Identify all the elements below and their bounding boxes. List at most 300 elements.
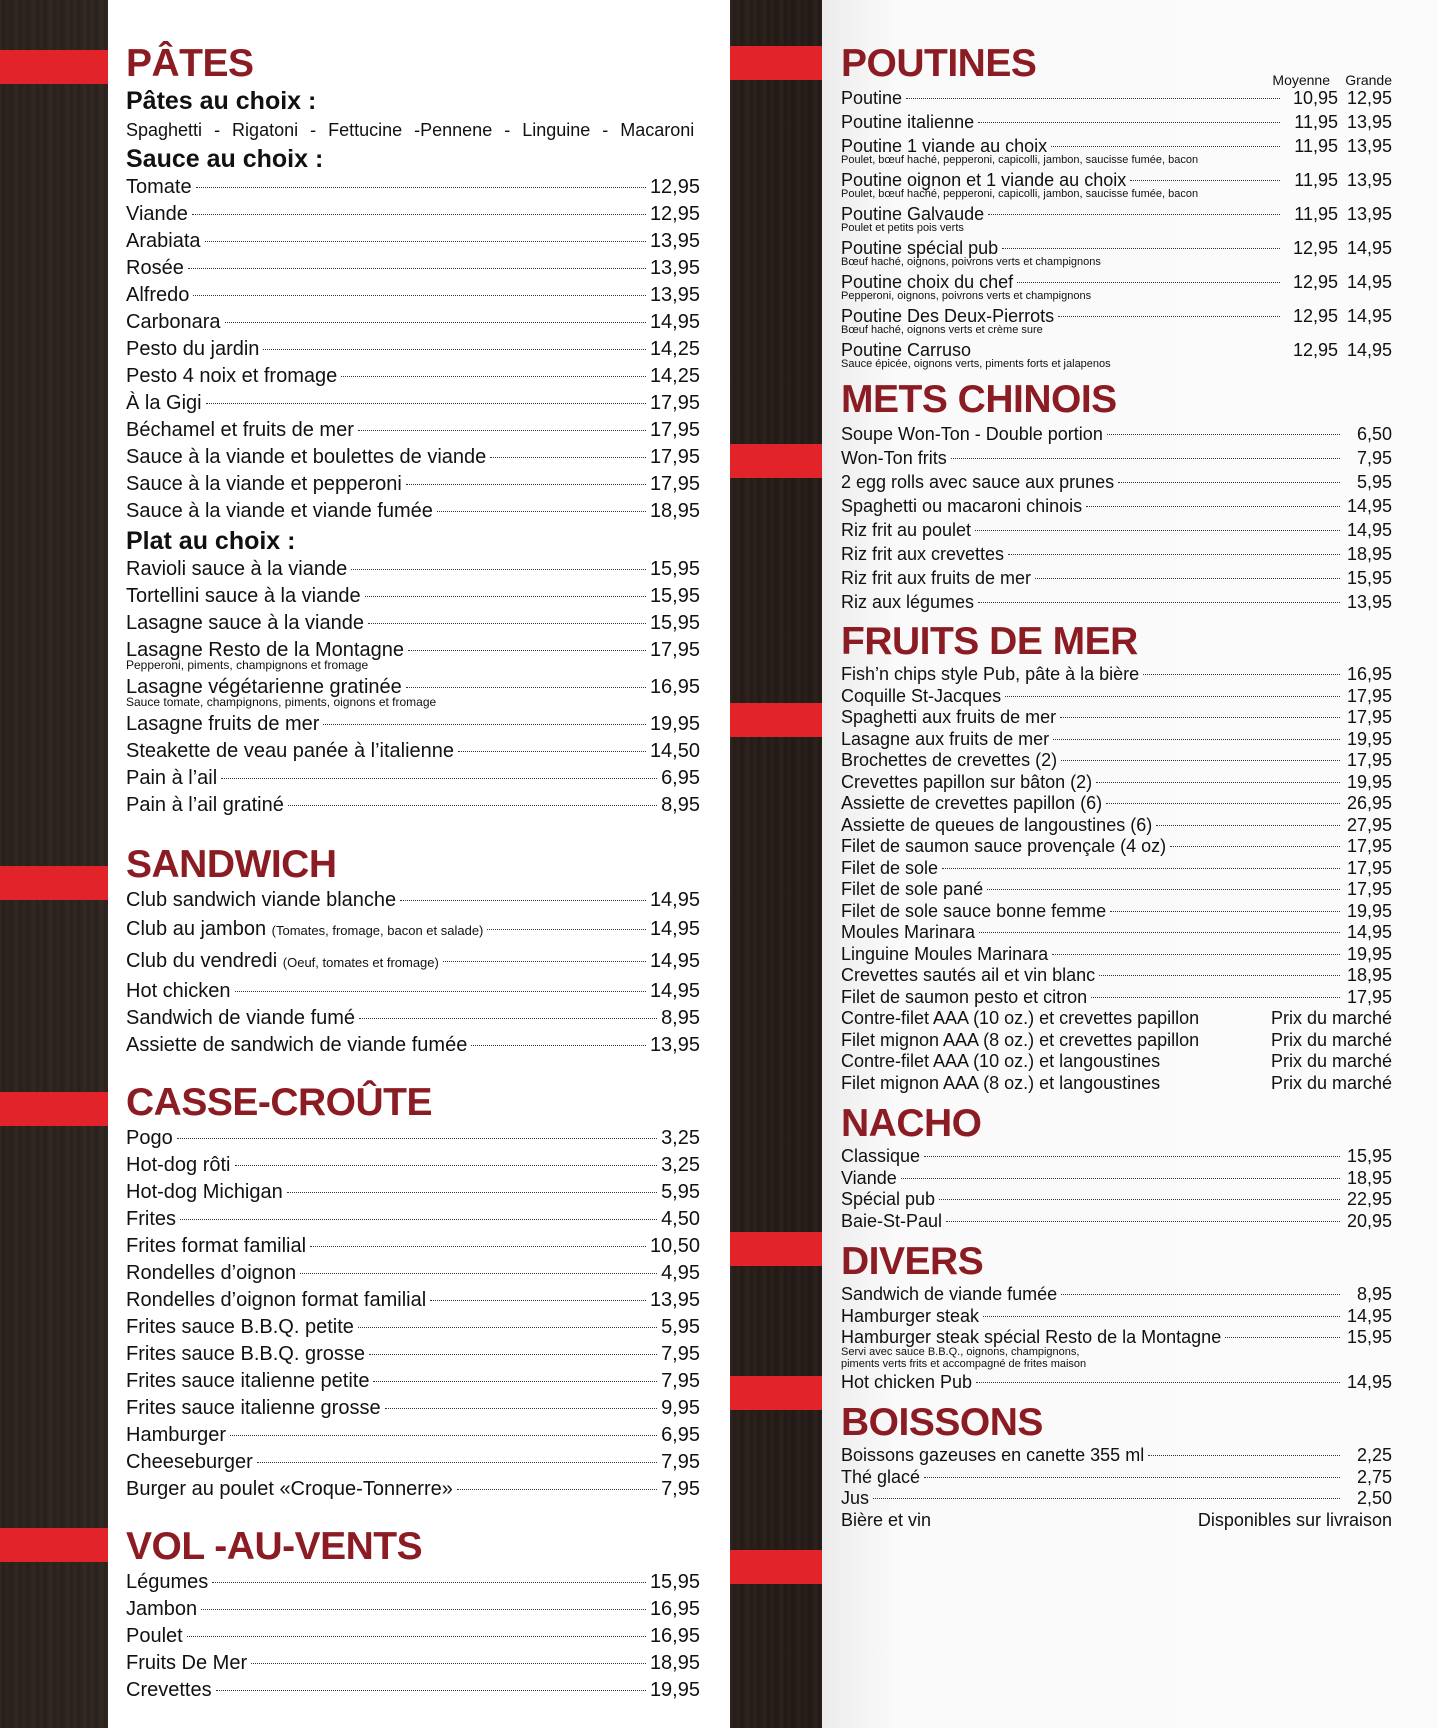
dot-leader bbox=[287, 1192, 657, 1193]
item-price: 17,95 bbox=[649, 446, 700, 468]
item-name: Frites sauce italienne grosse bbox=[126, 1397, 381, 1419]
menu-item bbox=[126, 978, 700, 1005]
dot-leader bbox=[987, 889, 1340, 890]
dot-leader bbox=[437, 511, 646, 512]
item-name: Hot-dog Michigan bbox=[126, 1181, 283, 1203]
dot-leader bbox=[187, 1636, 646, 1637]
item-price: 13,95 bbox=[649, 284, 700, 306]
menu-item bbox=[841, 1073, 1392, 1095]
item-price: 17,95 bbox=[1346, 685, 1392, 706]
menu-item bbox=[841, 1467, 1392, 1489]
item-price: 14,95 bbox=[1346, 1371, 1392, 1392]
item-name: Tomate bbox=[126, 176, 192, 198]
dot-leader bbox=[406, 687, 646, 688]
item-name: Alfredo bbox=[126, 284, 190, 306]
subsection-title: Sauce au choix : bbox=[126, 145, 324, 173]
dot-leader bbox=[206, 403, 646, 404]
dot-leader bbox=[221, 778, 657, 779]
dot-leader bbox=[924, 1156, 1340, 1157]
item-name: Viande bbox=[841, 1167, 897, 1188]
item-price: 8,95 bbox=[661, 1007, 700, 1029]
menu-item bbox=[841, 1306, 1392, 1328]
dot-leader bbox=[443, 961, 646, 962]
item-name: Club du vendredi bbox=[126, 950, 278, 972]
dot-leader bbox=[257, 1462, 657, 1463]
menu-item bbox=[126, 228, 700, 255]
dot-leader bbox=[369, 1354, 657, 1355]
menu-item bbox=[126, 610, 700, 637]
item-name: Poutine Des Deux-Pierrots bbox=[841, 306, 1055, 326]
item-price: 19,95 bbox=[1346, 900, 1392, 921]
item-price: 14,95 bbox=[649, 980, 700, 1002]
item-price-medium: 12,95 bbox=[1292, 306, 1338, 326]
menu-item bbox=[126, 556, 700, 583]
decor-stripe bbox=[0, 866, 108, 900]
item-price: 14,95 bbox=[649, 889, 700, 911]
item-description: Sauce épicée, oignons verts, piments forts et jalapenos bbox=[841, 358, 1111, 370]
decor-stripe bbox=[730, 444, 822, 478]
item-name: Lasagne sauce à la viande bbox=[126, 612, 364, 634]
item-name: Poutine choix du chef bbox=[841, 272, 1014, 292]
menu-item bbox=[841, 86, 1392, 110]
dot-leader bbox=[368, 623, 646, 624]
item-price-large: 14,95 bbox=[1346, 272, 1392, 292]
item-price: 14,25 bbox=[649, 338, 700, 360]
menu-item bbox=[841, 422, 1392, 446]
item-name: Lasagne fruits de mer bbox=[126, 713, 320, 735]
dot-leader bbox=[365, 596, 646, 597]
item-price: 10,50 bbox=[649, 1235, 700, 1257]
menu-item bbox=[841, 518, 1392, 542]
section-title: SANDWICH bbox=[126, 843, 337, 886]
item-description: Sauce tomate, champignons, piments, oignons et fromage bbox=[126, 695, 437, 709]
section-divers bbox=[841, 1240, 1392, 1393]
menu-item bbox=[841, 1488, 1392, 1510]
item-price: 13,95 bbox=[649, 230, 700, 252]
item-name: Filet de sole pané bbox=[841, 879, 984, 899]
item-price: 15,95 bbox=[1346, 568, 1392, 588]
subsection-title: Pâtes au choix : bbox=[126, 87, 317, 115]
item-name: Crevettes papillon sur bâton (2) bbox=[841, 771, 1093, 792]
item-price: 9,95 bbox=[661, 1397, 700, 1419]
dot-leader bbox=[976, 1382, 1340, 1383]
dot-leader bbox=[1017, 282, 1280, 283]
dot-leader bbox=[1170, 846, 1340, 847]
menu-item bbox=[841, 1372, 1392, 1394]
item-price-large: 13,95 bbox=[1346, 136, 1392, 156]
item-name: Ravioli sauce à la viande bbox=[126, 558, 348, 580]
menu-item bbox=[126, 711, 700, 738]
dot-leader bbox=[978, 122, 1280, 123]
item-name: Spécial pub bbox=[841, 1189, 936, 1209]
dot-leader bbox=[288, 805, 657, 806]
dot-leader bbox=[873, 1498, 1340, 1499]
item-name: Contre-filet AAA (10 oz.) et crevettes papillon bbox=[841, 1008, 1200, 1028]
item-price: 14,25 bbox=[649, 365, 700, 387]
item-price: 13,95 bbox=[1346, 592, 1392, 612]
item-description: Pepperoni, piments, champignons et fromage bbox=[126, 658, 369, 672]
item-name: Poutine spécial pub bbox=[841, 238, 999, 258]
menu-item bbox=[126, 1476, 700, 1503]
item-name: Poutine bbox=[841, 88, 903, 108]
item-price: 3,25 bbox=[661, 1127, 700, 1149]
item-name: Filet mignon AAA (8 oz.) et langoustines bbox=[841, 1072, 1161, 1093]
menu-item bbox=[126, 1314, 700, 1341]
item-price: 5,95 bbox=[661, 1316, 700, 1338]
menu-item bbox=[841, 750, 1392, 772]
item-name: Hamburger steak spécial Resto de la Montagne bbox=[841, 1327, 1222, 1347]
dot-leader bbox=[951, 458, 1340, 459]
dot-leader bbox=[180, 1219, 657, 1220]
dot-leader bbox=[263, 349, 646, 350]
menu-item bbox=[841, 1284, 1392, 1306]
item-name: Tortellini sauce à la viande bbox=[126, 585, 361, 607]
menu-item bbox=[841, 1146, 1392, 1168]
dot-leader bbox=[235, 1165, 658, 1166]
menu-item bbox=[126, 765, 700, 792]
menu-item bbox=[126, 309, 700, 336]
menu-item bbox=[126, 1395, 700, 1422]
item-name: Hamburger steak bbox=[841, 1305, 980, 1326]
item-price: 6,50 bbox=[1356, 424, 1392, 444]
decor-stripe bbox=[730, 46, 822, 80]
item-price-medium: 11,95 bbox=[1294, 170, 1338, 190]
dot-leader bbox=[979, 932, 1340, 933]
dot-leader bbox=[351, 569, 646, 570]
dot-leader bbox=[939, 1199, 1340, 1200]
item-name: Bière et vin bbox=[841, 1509, 932, 1530]
dot-leader bbox=[1002, 248, 1280, 249]
item-price-large: 13,95 bbox=[1346, 170, 1392, 190]
menu-item bbox=[126, 498, 700, 525]
item-name: Poutine Galvaude bbox=[841, 204, 985, 224]
menu-item bbox=[126, 1005, 700, 1032]
size-medium-label: Moyenne bbox=[1272, 72, 1330, 88]
dot-leader bbox=[192, 214, 646, 215]
item-price-medium: 10,95 bbox=[1292, 88, 1338, 108]
item-name: Frites sauce italienne petite bbox=[126, 1370, 370, 1392]
decor-stripe bbox=[730, 1376, 822, 1410]
item-name: Sauce à la viande et viande fumée bbox=[126, 500, 433, 522]
menu-item bbox=[126, 583, 700, 610]
item-price: 14,95 bbox=[1346, 496, 1392, 516]
dot-leader bbox=[251, 1663, 646, 1664]
item-name: Pesto du jardin bbox=[126, 338, 260, 360]
item-price-medium: 12,95 bbox=[1292, 272, 1338, 292]
item-name: Assiette de sandwich de viande fumée bbox=[126, 1034, 468, 1056]
decor-stripe bbox=[0, 1092, 108, 1126]
menu-list bbox=[126, 174, 700, 525]
item-name: Béchamel et fruits de mer bbox=[126, 419, 354, 441]
section-title: BOISSONS bbox=[841, 1401, 1043, 1444]
menu-item bbox=[841, 922, 1392, 944]
item-price-large: 14,95 bbox=[1346, 340, 1392, 360]
section-pates bbox=[126, 42, 700, 819]
dot-leader bbox=[471, 1045, 646, 1046]
menu-item bbox=[841, 987, 1392, 1009]
item-price: Prix du marché bbox=[1270, 1051, 1392, 1071]
section-title: METS CHINOIS bbox=[841, 378, 1117, 421]
dot-leader bbox=[1051, 146, 1280, 147]
dot-leader bbox=[1060, 717, 1340, 718]
item-name: Sauce à la viande et boulettes de viande bbox=[126, 446, 487, 468]
dot-leader bbox=[193, 295, 646, 296]
dot-leader bbox=[1061, 760, 1340, 761]
item-price-large: 13,95 bbox=[1346, 204, 1392, 224]
menu-item bbox=[126, 792, 700, 819]
item-price: 14,95 bbox=[1346, 1305, 1392, 1326]
item-name: Pain à l’ail bbox=[126, 767, 218, 789]
dot-leader bbox=[924, 1477, 1340, 1478]
item-price: 17,95 bbox=[1346, 879, 1392, 899]
item-name: Viande bbox=[126, 203, 188, 225]
dot-leader bbox=[1008, 554, 1340, 555]
item-name: Jambon bbox=[126, 1598, 198, 1620]
item-price: 26,95 bbox=[1346, 793, 1392, 813]
section-title: DIVERS bbox=[841, 1240, 984, 1283]
menu-item bbox=[841, 494, 1392, 518]
dot-leader bbox=[188, 268, 646, 269]
dot-leader bbox=[1099, 975, 1340, 976]
menu-item bbox=[126, 282, 700, 309]
section-vol-au-vents bbox=[126, 1525, 700, 1704]
section-mets-chinois bbox=[841, 378, 1392, 614]
section-boissons bbox=[841, 1401, 1392, 1531]
item-price: 4,50 bbox=[661, 1208, 700, 1230]
dot-leader bbox=[230, 1435, 657, 1436]
item-name: 2 egg rolls avec sauce aux prunes bbox=[841, 472, 1115, 492]
item-price: 2,50 bbox=[1356, 1488, 1392, 1508]
dot-leader bbox=[975, 530, 1340, 531]
menu-item bbox=[841, 1051, 1392, 1073]
item-name: Burger au poulet «Croque-Tonnerre» bbox=[126, 1478, 453, 1500]
item-price-large: 14,95 bbox=[1346, 306, 1392, 326]
item-price: 4,95 bbox=[661, 1262, 700, 1284]
dot-leader bbox=[225, 322, 646, 323]
section-title: CASSE-CROÛTE bbox=[126, 1081, 433, 1124]
item-price: 17,95 bbox=[649, 473, 700, 495]
item-price: 17,95 bbox=[1346, 707, 1392, 727]
section-fruits-de-mer bbox=[841, 620, 1392, 1094]
menu-item bbox=[126, 1569, 700, 1596]
item-price: 7,95 bbox=[661, 1343, 700, 1365]
item-price: 15,95 bbox=[649, 1571, 700, 1593]
item-price: 18,95 bbox=[1346, 544, 1392, 564]
item-name: Lasagne végétarienne gratinée bbox=[126, 676, 402, 698]
menu-item bbox=[841, 944, 1392, 966]
item-price-medium: 11,95 bbox=[1294, 204, 1338, 224]
item-price: 6,95 bbox=[661, 1424, 700, 1446]
item-name: Baie-St-Paul bbox=[841, 1210, 943, 1231]
menu-item bbox=[841, 729, 1392, 751]
item-note: (Tomates, fromage, bacon et salade) bbox=[271, 923, 484, 938]
dot-leader bbox=[323, 724, 646, 725]
item-name: Club au jambon bbox=[126, 918, 267, 940]
item-price-large: 12,95 bbox=[1346, 88, 1392, 108]
item-name: Spaghetti ou macaroni chinois bbox=[841, 496, 1083, 516]
item-name: Frites bbox=[126, 1208, 176, 1230]
item-price-large: 14,95 bbox=[1346, 238, 1392, 258]
menu-item bbox=[841, 566, 1392, 590]
dot-leader bbox=[1118, 482, 1340, 483]
item-price: 8,95 bbox=[1356, 1284, 1392, 1304]
item-name: Sandwich de viande fumée bbox=[841, 1284, 1058, 1304]
item-price: 22,95 bbox=[1346, 1189, 1392, 1209]
item-price: 17,95 bbox=[649, 392, 700, 414]
item-name: Carbonara bbox=[126, 311, 221, 333]
item-name: Jus bbox=[841, 1488, 870, 1508]
dot-leader bbox=[1156, 825, 1340, 826]
menu-item bbox=[841, 1008, 1392, 1030]
menu-item bbox=[841, 590, 1392, 614]
item-name: Soupe Won-Ton - Double portion bbox=[841, 424, 1103, 444]
item-price: 14,95 bbox=[1346, 922, 1392, 942]
item-price: 12,95 bbox=[649, 203, 700, 225]
right-column bbox=[841, 42, 1392, 1531]
menu-item bbox=[126, 1368, 700, 1395]
dot-leader bbox=[901, 1178, 1340, 1179]
dot-leader bbox=[201, 1609, 646, 1610]
item-name: Hot chicken bbox=[126, 980, 231, 1002]
section-casse-croute bbox=[126, 1081, 700, 1503]
item-name: Fish’n chips style Pub, pâte à la bière bbox=[841, 664, 1140, 684]
dot-leader bbox=[1096, 782, 1340, 783]
item-name: Contre-filet AAA (10 oz.) et langoustines bbox=[841, 1051, 1161, 1071]
item-name: Riz frit au poulet bbox=[841, 520, 972, 540]
menu-item bbox=[841, 664, 1392, 686]
item-name: Frites sauce B.B.Q. petite bbox=[126, 1316, 354, 1338]
item-price: 12,95 bbox=[649, 176, 700, 198]
section-nacho bbox=[841, 1102, 1392, 1232]
item-note: (Oeuf, tomates et fromage) bbox=[282, 955, 439, 970]
dot-leader bbox=[1053, 739, 1340, 740]
menu-item bbox=[126, 444, 700, 471]
dot-leader bbox=[1005, 696, 1340, 697]
item-price: 19,95 bbox=[1346, 728, 1392, 749]
item-price: 19,95 bbox=[1346, 771, 1392, 792]
item-price: 13,95 bbox=[649, 257, 700, 279]
dot-leader bbox=[359, 1018, 657, 1019]
dot-leader bbox=[490, 457, 646, 458]
item-price: 17,95 bbox=[1346, 750, 1392, 770]
item-name: Poutine Carruso bbox=[841, 340, 972, 360]
item-name: Crevettes bbox=[126, 1679, 212, 1701]
dot-leader bbox=[1110, 911, 1340, 912]
menu-item bbox=[126, 914, 700, 946]
item-name: Pesto 4 noix et fromage bbox=[126, 365, 338, 387]
dot-leader bbox=[1035, 578, 1340, 579]
dot-leader bbox=[978, 602, 1340, 603]
menu-item bbox=[841, 793, 1392, 815]
item-price: 18,95 bbox=[649, 1652, 700, 1674]
menu-item bbox=[841, 1510, 1392, 1532]
item-name: Lasagne aux fruits de mer bbox=[841, 728, 1050, 749]
menu-item bbox=[126, 363, 700, 390]
item-name: Poutine oignon et 1 viande au choix bbox=[841, 170, 1127, 190]
dot-leader bbox=[358, 430, 646, 431]
item-name: Poutine italienne bbox=[841, 112, 975, 132]
item-name: Thé glacé bbox=[841, 1466, 921, 1487]
item-name: Légumes bbox=[126, 1571, 209, 1593]
menu-item bbox=[841, 686, 1392, 708]
item-price: 27,95 bbox=[1346, 814, 1392, 835]
menu-item bbox=[126, 1449, 700, 1476]
item-name: Won-Ton frits bbox=[841, 448, 947, 468]
menu-item bbox=[126, 255, 700, 282]
item-price: 19,95 bbox=[649, 713, 700, 735]
menu-item bbox=[126, 1233, 700, 1260]
menu-item bbox=[841, 1189, 1392, 1211]
dot-leader bbox=[1130, 180, 1280, 181]
item-price: 17,95 bbox=[649, 419, 700, 441]
item-note: Disponibles sur livraison bbox=[1197, 1509, 1392, 1530]
menu-item bbox=[841, 1168, 1392, 1190]
item-description: Pepperoni, oignons, poivrons verts et champignons bbox=[841, 290, 1092, 302]
item-name: Hot chicken Pub bbox=[841, 1371, 973, 1392]
item-name: Boissons gazeuses en canette 355 ml bbox=[841, 1445, 1145, 1465]
section-title: VOL -AU-VENTS bbox=[126, 1525, 423, 1568]
dot-leader bbox=[1143, 674, 1340, 675]
item-price: 7,95 bbox=[661, 1451, 700, 1473]
item-name: Poulet bbox=[126, 1625, 183, 1647]
dot-leader bbox=[1091, 997, 1340, 998]
dot-leader bbox=[205, 241, 646, 242]
dot-leader bbox=[1225, 1337, 1340, 1338]
item-name: Hamburger bbox=[126, 1424, 227, 1446]
item-name: À la Gigi bbox=[126, 392, 202, 414]
section-title: POUTINES bbox=[841, 42, 1037, 85]
item-price: 18,95 bbox=[1346, 1167, 1392, 1188]
dot-leader bbox=[196, 187, 646, 188]
item-name: Pogo bbox=[126, 1127, 173, 1149]
item-price: 16,95 bbox=[649, 676, 700, 698]
item-price: 18,95 bbox=[649, 500, 700, 522]
item-price: 13,95 bbox=[649, 1289, 700, 1311]
menu-item bbox=[126, 1179, 700, 1206]
section-title: PÂTES bbox=[126, 42, 254, 85]
item-price: 18,95 bbox=[1346, 965, 1392, 985]
item-name: Frites sauce B.B.Q. grosse bbox=[126, 1343, 365, 1365]
dot-leader bbox=[310, 1246, 646, 1247]
dot-leader bbox=[1058, 316, 1280, 317]
menu-item bbox=[841, 110, 1392, 134]
item-price: 3,25 bbox=[661, 1154, 700, 1176]
item-description: Poulet et petits pois verts bbox=[841, 222, 964, 234]
item-name: Rosée bbox=[126, 257, 184, 279]
item-name: Coquille St-Jacques bbox=[841, 685, 1002, 706]
item-price-medium: 11,95 bbox=[1294, 112, 1338, 132]
dot-leader bbox=[177, 1138, 657, 1139]
menu-item bbox=[126, 1125, 700, 1152]
item-name: Arabiata bbox=[126, 230, 201, 252]
dot-leader bbox=[212, 1582, 646, 1583]
item-name: Filet mignon AAA (8 oz.) et crevettes papillon bbox=[841, 1029, 1200, 1050]
dot-leader bbox=[406, 484, 646, 485]
item-price: 7,95 bbox=[661, 1370, 700, 1392]
dot-leader bbox=[373, 1381, 657, 1382]
item-description: Poulet, bœuf haché, pepperoni, capicolli, jambon, saucisse fumée, bacon bbox=[841, 154, 1199, 166]
item-price: Prix du marché bbox=[1270, 1072, 1392, 1093]
size-large-label: Grande bbox=[1345, 72, 1392, 88]
item-name: Hot-dog rôti bbox=[126, 1154, 231, 1176]
item-price: 17,95 bbox=[1346, 857, 1392, 878]
menu-item bbox=[126, 201, 700, 228]
item-name: Filet de sole sauce bonne femme bbox=[841, 900, 1107, 921]
menu-item bbox=[126, 1596, 700, 1623]
item-name: Brochettes de crevettes (2) bbox=[841, 750, 1058, 770]
menu-item bbox=[126, 1032, 700, 1059]
item-price: 14,95 bbox=[649, 311, 700, 333]
